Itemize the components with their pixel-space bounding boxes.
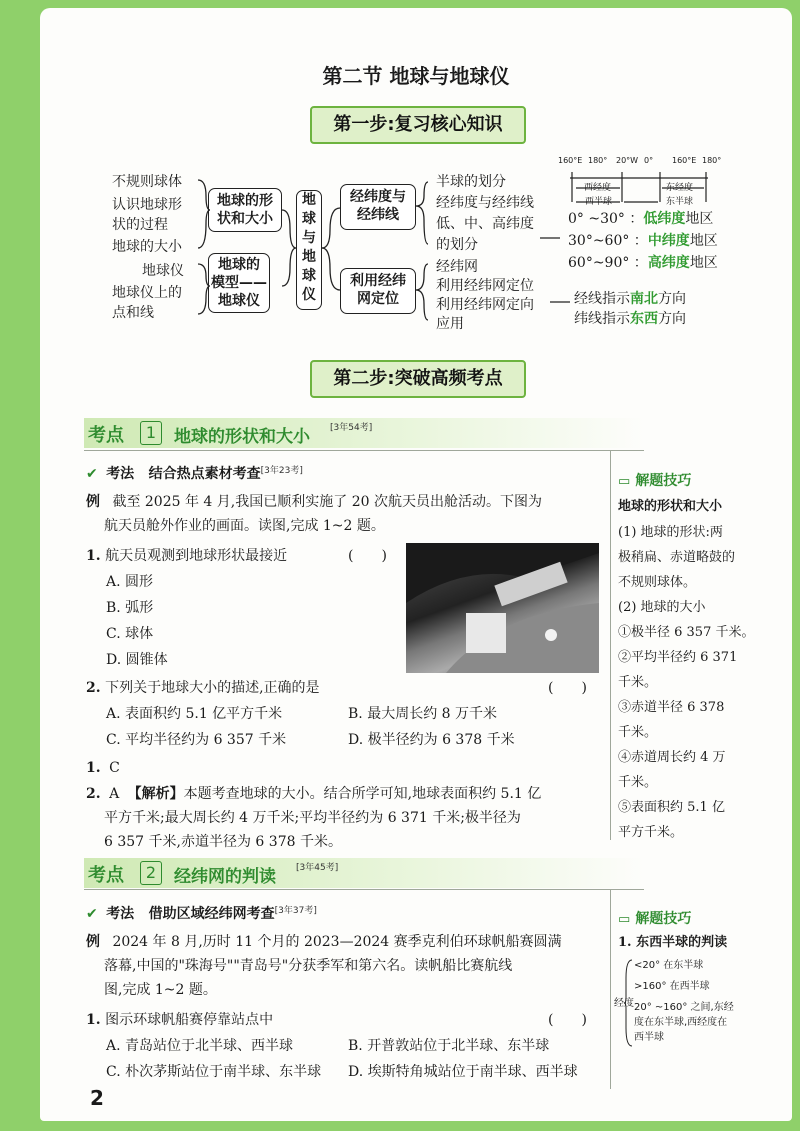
tip1-line: (2) 地球的大小 (618, 600, 706, 615)
kd2-q1-option[interactable]: B. 开普敦站位于北半球、东半球 (348, 1038, 550, 1054)
mm-box-grid-line: 经纬线 (357, 207, 399, 223)
tip2-line: <20° 在东半球 (634, 960, 704, 971)
tip1-line: 千米。 (618, 775, 658, 790)
tip1-line: ③赤道半径 6 378 (618, 700, 725, 715)
astronaut-photo-art (406, 543, 599, 673)
kd1-a2-line-2: 平方千米;最大周长约 4 万千米;平均半径约为 6 371 千米;极半径为 (104, 810, 521, 826)
mm-left-item: 地球仪上的 (112, 285, 182, 301)
tip2-line: 西半球 (634, 1032, 664, 1043)
tip2-header (618, 908, 691, 928)
kd1-q1-option[interactable]: D. 圆锥体 (106, 652, 168, 668)
kd2-q1 (86, 1008, 273, 1032)
kd1-q1 (86, 544, 287, 568)
kd1-label: 考点 (88, 425, 124, 446)
mm-box-grid-line: 经纬度与 (350, 189, 406, 205)
kd1-title: 地球的形状和大小 (174, 427, 310, 447)
mm-lat-suffix: 地区 (689, 233, 718, 249)
mm-grid-item: 经纬度与经纬线 (436, 195, 534, 211)
kd2-example-label: 例 (86, 934, 100, 950)
book-icon: ▭ (618, 474, 631, 489)
tip1-line: ①极半径 6 357 千米。 (618, 625, 755, 640)
page-number: 2 (90, 1086, 104, 1110)
mm-axis-west-label: 西经度 (584, 183, 612, 193)
mm-dir-text: 纬线指示 (574, 311, 630, 327)
mm-lat-zone: 中纬度 (647, 233, 690, 249)
tip1-line: 极稍扁、赤道略鼓的 (618, 550, 736, 565)
kd1-header (84, 418, 644, 448)
kd1-a1-text: C (109, 760, 120, 776)
mm-box-model-line: 模型—— (211, 275, 267, 291)
mm-dir-text: 方向 (658, 291, 686, 307)
mm-dir-text: 方向 (658, 311, 686, 327)
mm-left-item: 认识地球形 (112, 197, 182, 213)
kd1-example-line-2: 航天员舱外作业的画面。读图,完成 1~2 题。 (104, 518, 385, 534)
kd1-method-tag: [3年23考] (260, 466, 303, 476)
kd1-q2-option[interactable]: A. 表面积约 5.1 亿平方千米 (106, 706, 283, 722)
kd1-q1-option[interactable]: B. 弧形 (106, 600, 154, 616)
kd1-a1 (86, 756, 120, 780)
tip1-line: 平方千米。 (618, 825, 684, 840)
mm-axis-label: 180° (702, 156, 722, 165)
check-icon: ✔ (86, 906, 98, 922)
kd2-method-tag: [3年37考] (274, 906, 317, 916)
kd1-a1-num: 1. (86, 760, 101, 776)
mm-use-item: 应用 (436, 316, 464, 332)
kd2-q1-paren: ( ) (548, 1012, 587, 1028)
kd1-q2-text: 下列关于地球大小的描述,正确的是 (105, 680, 320, 696)
kd2-example-line-2: 落幕,中国的"珠海号""青岛号"分获季军和第六名。读帆船比赛航线 (104, 958, 513, 974)
kd2-q1-num: 1. (86, 1012, 101, 1028)
kd2-q1-text: 图示环球帆船赛停靠站点中 (105, 1012, 274, 1028)
kd2-method (86, 903, 317, 923)
kd1-a2-line-3: 6 357 千米,赤道半径为 6 378 千米。 (104, 834, 342, 850)
mm-left-item: 状的过程 (112, 217, 168, 233)
page (40, 8, 792, 1121)
tip1-line: ②平均半径约 6 371 (618, 650, 738, 665)
kd2-q1-option[interactable]: D. 埃斯特角城站位于南半球、西半球 (348, 1064, 578, 1080)
mm-dir-key: 南北 (630, 291, 658, 307)
mm-center-char: 球 (302, 211, 316, 227)
side-divider-2 (610, 889, 611, 1089)
kd2-example-line-3: 图,完成 1~2 题。 (104, 982, 217, 998)
kd1-q2-option[interactable]: C. 平均半径约为 6 357 千米 (106, 732, 287, 748)
mm-center-char: 地 (302, 249, 316, 265)
tip2-brace (624, 958, 634, 1048)
kd1-a2-letter: A (109, 786, 120, 802)
kd1-a2-tag: 【解析】 (127, 786, 184, 802)
mm-lat-suffix: 地区 (685, 211, 714, 227)
kd2-example-text: 2024 年 8 月,历时 11 个月的 2023—2024 赛季克利伯环球帆船赛圆满 (112, 934, 562, 950)
kd2-method-label: 考法 (106, 906, 135, 922)
kd1-example-label: 例 (86, 494, 100, 510)
tip1-line: 千米。 (618, 725, 658, 740)
kd1-q1-paren: ( ) (348, 548, 387, 564)
tip2-title: 解题技巧 (635, 911, 692, 927)
mm-lat-row (568, 208, 713, 228)
mm-center-char: 地 (302, 192, 316, 208)
mm-center-char: 仪 (302, 287, 316, 303)
kd1-example-text: 截至 2025 年 4 月,我国已顺利实施了 20 次航天员出舱活动。下图为 (112, 494, 542, 510)
kd1-method-label: 考法 (106, 466, 135, 482)
tip2-body (634, 958, 734, 1045)
kd1-method (86, 463, 303, 483)
mm-axis-east-label: 东经度 (666, 183, 694, 193)
mm-dir-text: 经线指示 (574, 291, 630, 307)
mm-left-item: 不规则球体 (112, 174, 182, 190)
mm-use-item: 利用经纬网定向 (436, 297, 534, 313)
mm-axis-east-hemi: 东半球 (666, 197, 694, 207)
mm-grid-item: 半球的划分 (436, 174, 506, 190)
kd1-q1-text: 航天员观测到地球形状最接近 (105, 548, 288, 564)
step1-banner: 第一步:复习核心知识 (310, 106, 526, 144)
mm-box-use-line: 利用经纬 (350, 273, 406, 289)
kd1-method-text: 结合热点素材考查 (148, 466, 261, 482)
kd1-q2 (86, 676, 320, 700)
mm-grid-item: 低、中、高纬度 (436, 216, 534, 232)
mm-left-item: 地球的大小 (112, 239, 182, 255)
tip1-line: 千米。 (618, 675, 658, 690)
tip1-line: (1) 地球的形状:两 (618, 525, 723, 540)
mm-box-model-line: 地球仪 (218, 293, 260, 309)
kd1-q1-num: 1. (86, 548, 101, 564)
mm-lat-row (568, 252, 718, 272)
kd2-divider (84, 889, 644, 890)
mm-center-char: 球 (302, 268, 316, 284)
kd1-divider (84, 450, 644, 451)
tip2-axis: 经度 (614, 998, 634, 1009)
tip1-header (618, 470, 691, 490)
tip2-line: 20° ~160° 之间,东经 (634, 1002, 734, 1013)
tip2-heading: 1. 东西半球的判读 (618, 935, 728, 950)
kd2-title: 经纬网的判读 (174, 867, 276, 887)
tip1-line: 不规则球体。 (618, 575, 697, 590)
mm-center-char: 与 (302, 230, 316, 246)
tip1-heading: 地球的形状和大小 (618, 499, 723, 514)
kd1-q2-option[interactable]: D. 极半径约为 6 378 千米 (348, 732, 515, 748)
mm-axis-west-hemi: 西半球 (585, 197, 613, 207)
kd1-q1-option[interactable]: A. 圆形 (106, 574, 154, 590)
section-title: 第二节 地球与地球仪 (322, 64, 510, 88)
tip2-line: 度在东半球,西经度在 (634, 1017, 728, 1028)
mm-axis-label: 160°E (672, 156, 697, 165)
mm-lat-suffix: 地区 (689, 255, 718, 271)
astronaut-photo (406, 543, 599, 673)
tip2-line: >160° 在西半球 (634, 981, 710, 992)
step2-banner: 第二步:突破高频考点 (310, 360, 526, 398)
mm-axis-label: 180° (588, 156, 608, 165)
kd1-q2-num: 2. (86, 680, 101, 696)
kd1-a2-text: 本题考查地球的大小。结合所学可知,地球表面积约 5.1 亿 (183, 786, 542, 802)
kd1-q1-option[interactable]: C. 球体 (106, 626, 154, 642)
mm-lat-zone: 低纬度 (643, 211, 686, 227)
mm-lat-range: 60°~90° ： (568, 255, 648, 271)
mm-dir-row (574, 288, 686, 308)
mm-box-model-line: 地球的 (218, 257, 260, 273)
mm-axis-label: 160°E (558, 156, 583, 165)
mm-axis-label: 20°W (616, 156, 639, 165)
kd1-num: 1 (140, 421, 162, 445)
kd1-q2-option[interactable]: B. 最大周长约 8 万千米 (348, 706, 497, 722)
mm-use-item: 利用经纬网定位 (436, 278, 534, 294)
kd2-q1-option[interactable]: C. 朴次茅斯站位于南半球、东半球 (106, 1064, 322, 1080)
mm-lat-zone: 高纬度 (647, 255, 690, 271)
mm-lat-range: 0° ~30° ： (568, 211, 644, 227)
kd1-tag: [3年54考] (330, 423, 373, 433)
tip1-line: ⑤表面积约 5.1 亿 (618, 800, 725, 815)
kd1-a2 (86, 782, 541, 806)
mm-use-item: 经纬网 (436, 259, 478, 275)
mm-axis-label: 0° (644, 156, 654, 165)
kd1-example-line (86, 490, 542, 514)
kd2-tag: [3年45考] (296, 863, 339, 873)
mm-lat-range: 30°~60° ： (568, 233, 648, 249)
mm-box-shape-line: 状和大小 (217, 211, 273, 227)
tip1-title: 解题技巧 (635, 473, 692, 489)
kd2-num: 2 (140, 861, 162, 885)
book-icon: ▭ (618, 912, 631, 927)
mm-lat-row (568, 230, 718, 250)
kd1-a2-num: 2. (86, 786, 101, 802)
kd1-q2-paren: ( ) (548, 680, 587, 696)
mm-left-item: 地球仪 (142, 263, 184, 279)
check-icon: ✔ (86, 466, 98, 482)
side-divider (610, 450, 611, 840)
kd2-header (84, 858, 644, 888)
mm-box-use-line: 网定位 (357, 291, 399, 307)
mm-dir-row (574, 308, 686, 328)
tip1-body (618, 520, 754, 845)
mm-grid-item: 的划分 (436, 237, 478, 253)
kd2-method-text: 借助区域经纬网考查 (148, 906, 275, 922)
tip1-line: ④赤道周长约 4 万 (618, 750, 726, 765)
mm-box-shape-line: 地球的形 (217, 193, 273, 209)
kd2-q1-option[interactable]: A. 青岛站位于北半球、西半球 (106, 1038, 294, 1054)
mm-left-item: 点和线 (112, 305, 154, 321)
kd2-example-line (86, 930, 562, 954)
mm-dir-key: 东西 (630, 311, 658, 327)
kd2-label: 考点 (88, 865, 124, 886)
